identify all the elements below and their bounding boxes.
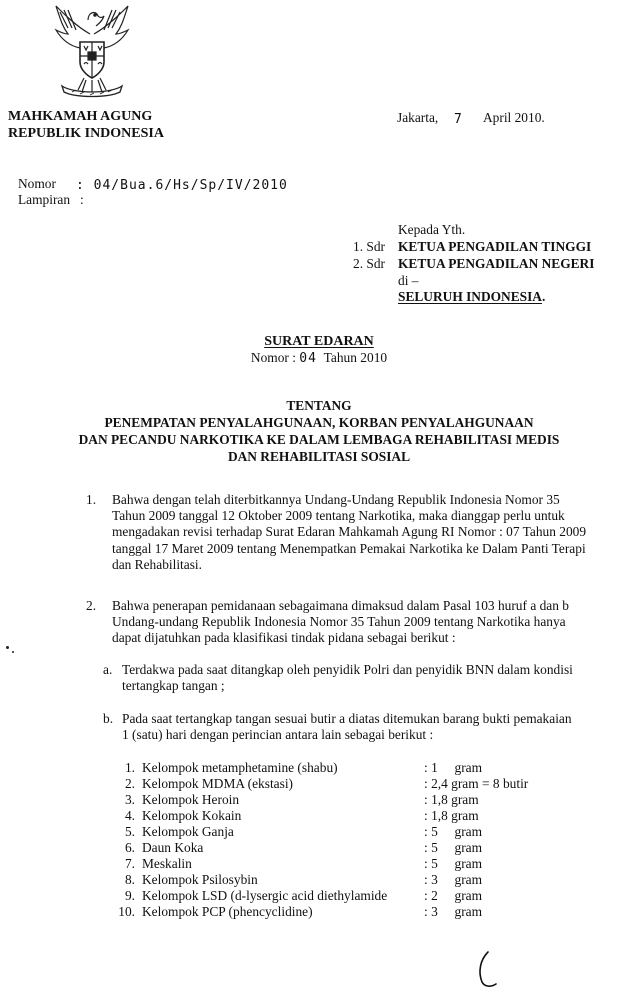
garuda-emblem-icon — [46, 4, 138, 100]
location-line — [398, 289, 545, 305]
subject-line-1: PENEMPATAN PENYALAHGUNAAN, KORBAN PENYALAHGUNAAN — [104, 415, 534, 430]
document-heading — [0, 334, 638, 350]
list-item-quantity: : 5 gram — [424, 856, 483, 871]
point-1-number: 1. — [86, 492, 97, 507]
subpoint-a-line: Terdakwa pada saat ditangkap oleh penyidik Polri dan penyidik BNN dalam kondisi — [122, 662, 573, 677]
subject-line-3: DAN REHABILITASI SOSIAL — [227, 449, 411, 464]
list-item-number: 1. — [124, 760, 135, 775]
recipient-1-prefix: 1. Sdr — [353, 239, 385, 254]
list-item-number: 4. — [124, 808, 135, 823]
point-1-line: tanggal 17 Maret 2009 tentang Menempatkan Pemakai Narkotika ke Dalam Panti Terapi — [112, 540, 586, 556]
subpoint-b-line: 1 (satu) hari dengan perincian antara lain sebagai berikut : — [122, 727, 434, 743]
nomor-label: Nomor — [18, 176, 56, 191]
subpoint-a-text — [122, 662, 573, 694]
handwritten-paraph-mark — [472, 950, 500, 990]
date-day: 7 — [454, 112, 463, 127]
tentang-heading: TENTANG — [286, 398, 352, 413]
list-item-quantity: : 1 gram — [424, 760, 483, 775]
list-item-quantity: : 2,4 gram = 8 butir — [424, 776, 529, 791]
number-value: 04 — [299, 351, 317, 366]
subpoint-b-line: Pada saat tertangkap tangan sesuai butir a diatas ditemukan barang bukti pemakaian — [122, 711, 572, 726]
list-item-name: Kelompok MDMA (ekstasi) — [142, 776, 294, 791]
institution-name-line2: REPUBLIK INDONESIA — [8, 126, 164, 141]
list-item-name: Kelompok PCP (phencyclidine) — [142, 904, 313, 919]
subpoint-a-letter: a. — [103, 662, 113, 677]
lampiran-label: Lampiran — [18, 192, 71, 207]
scan-speck — [6, 646, 9, 649]
list-item-name: Daun Koka — [142, 840, 204, 855]
di-line: di – — [398, 273, 419, 288]
point-2-line: Bahwa penerapan pemidanaan sebagaimana dimaksud dalam Pasal 103 huruf a dan b — [112, 598, 569, 613]
list-item-name: Kelompok Psilosybin — [142, 872, 258, 887]
nomor-value: : 04/Bua.6/Hs/Sp/IV/2010 — [76, 178, 288, 193]
point-1-text — [112, 492, 586, 573]
lampiran-value: : — [80, 192, 84, 207]
recipient-2-prefix: 2. Sdr — [353, 256, 385, 271]
list-item-quantity: : 3 gram — [424, 872, 483, 887]
year-value: 2010 — [360, 350, 388, 365]
list-item-quantity: : 2 gram — [424, 888, 483, 903]
year-label: Tahun — [323, 350, 357, 365]
document-number-line — [0, 350, 638, 366]
list-item-number: 7. — [124, 856, 135, 871]
list-item-name: Kelompok Ganja — [142, 824, 234, 839]
list-item-name: Kelompok Kokain — [142, 808, 242, 823]
recipient-1: KETUA PENGADILAN TINGGI — [398, 239, 592, 254]
list-item-quantity: : 1,8 gram — [424, 808, 479, 823]
subpoint-a-line: tertangkap tangan ; — [122, 678, 225, 694]
list-item-number: 10. — [118, 904, 135, 919]
location-text: SELURUH INDONESIA — [398, 289, 542, 304]
subpoint-b-text — [122, 711, 572, 743]
subject-line-2: DAN PECANDU NARKOTIKA KE DALAM LEMBAGA REHABILITASI MEDIS — [78, 432, 560, 447]
heading-text: SURAT EDARAN — [264, 334, 374, 349]
point-2-line: dapat dijatuhkan pada klasifikasi tindak pidana sebagai berikut : — [112, 630, 456, 646]
point-2-number: 2. — [86, 598, 97, 613]
list-item-number: 3. — [124, 792, 135, 807]
date-city: Jakarta, — [397, 110, 439, 125]
list-item-number: 6. — [124, 840, 135, 855]
list-item-name: Kelompok Heroin — [142, 792, 240, 807]
location-period: . — [541, 289, 546, 304]
point-1-line: Bahwa dengan telah diterbitkannya Undang-Undang Republik Indonesia Nomor 35 — [112, 492, 560, 507]
list-item-number: 2. — [124, 776, 135, 791]
list-item-number: 5. — [124, 824, 135, 839]
scan-speck — [12, 651, 14, 653]
point-1-line: Tahun 2009 tanggal 12 Oktober 2009 tentang Narkotika, maka dianggap perlu untuk — [112, 508, 565, 524]
list-item-number: 8. — [124, 872, 135, 887]
point-1-line: mengadakan revisi terhadap Surat Edaran Mahkamah Agung RI Nomor : 07 Tahun 2009 — [112, 524, 587, 540]
list-item-name: Kelompok LSD (d-lysergic acid diethylamide — [142, 888, 388, 903]
institution-name-line1: MAHKAMAH AGUNG — [8, 109, 153, 124]
list-item-quantity: : 1,8 gram — [424, 792, 479, 807]
list-item-quantity: : 5 gram — [424, 840, 483, 855]
date-month-year: April 2010. — [483, 110, 545, 125]
point-1-line: dan Rehabilitasi. — [112, 556, 202, 572]
salutation: Kepada Yth. — [398, 222, 466, 237]
list-item-name: Kelompok metamphetamine (shabu) — [142, 760, 338, 775]
list-item-number: 9. — [124, 888, 135, 903]
subpoint-b-letter: b. — [103, 711, 114, 726]
number-label: Nomor : — [250, 350, 296, 365]
list-item-name: Meskalin — [142, 856, 192, 871]
point-2-text — [112, 598, 569, 647]
list-item-quantity: : 3 gram — [424, 904, 483, 919]
list-item-quantity: : 5 gram — [424, 824, 483, 839]
point-2-line: Undang-undang Republik Indonesia Nomor 35 Tahun 2009 tentang Narkotika hanya — [112, 614, 566, 630]
recipient-2: KETUA PENGADILAN NEGERI — [398, 256, 595, 271]
